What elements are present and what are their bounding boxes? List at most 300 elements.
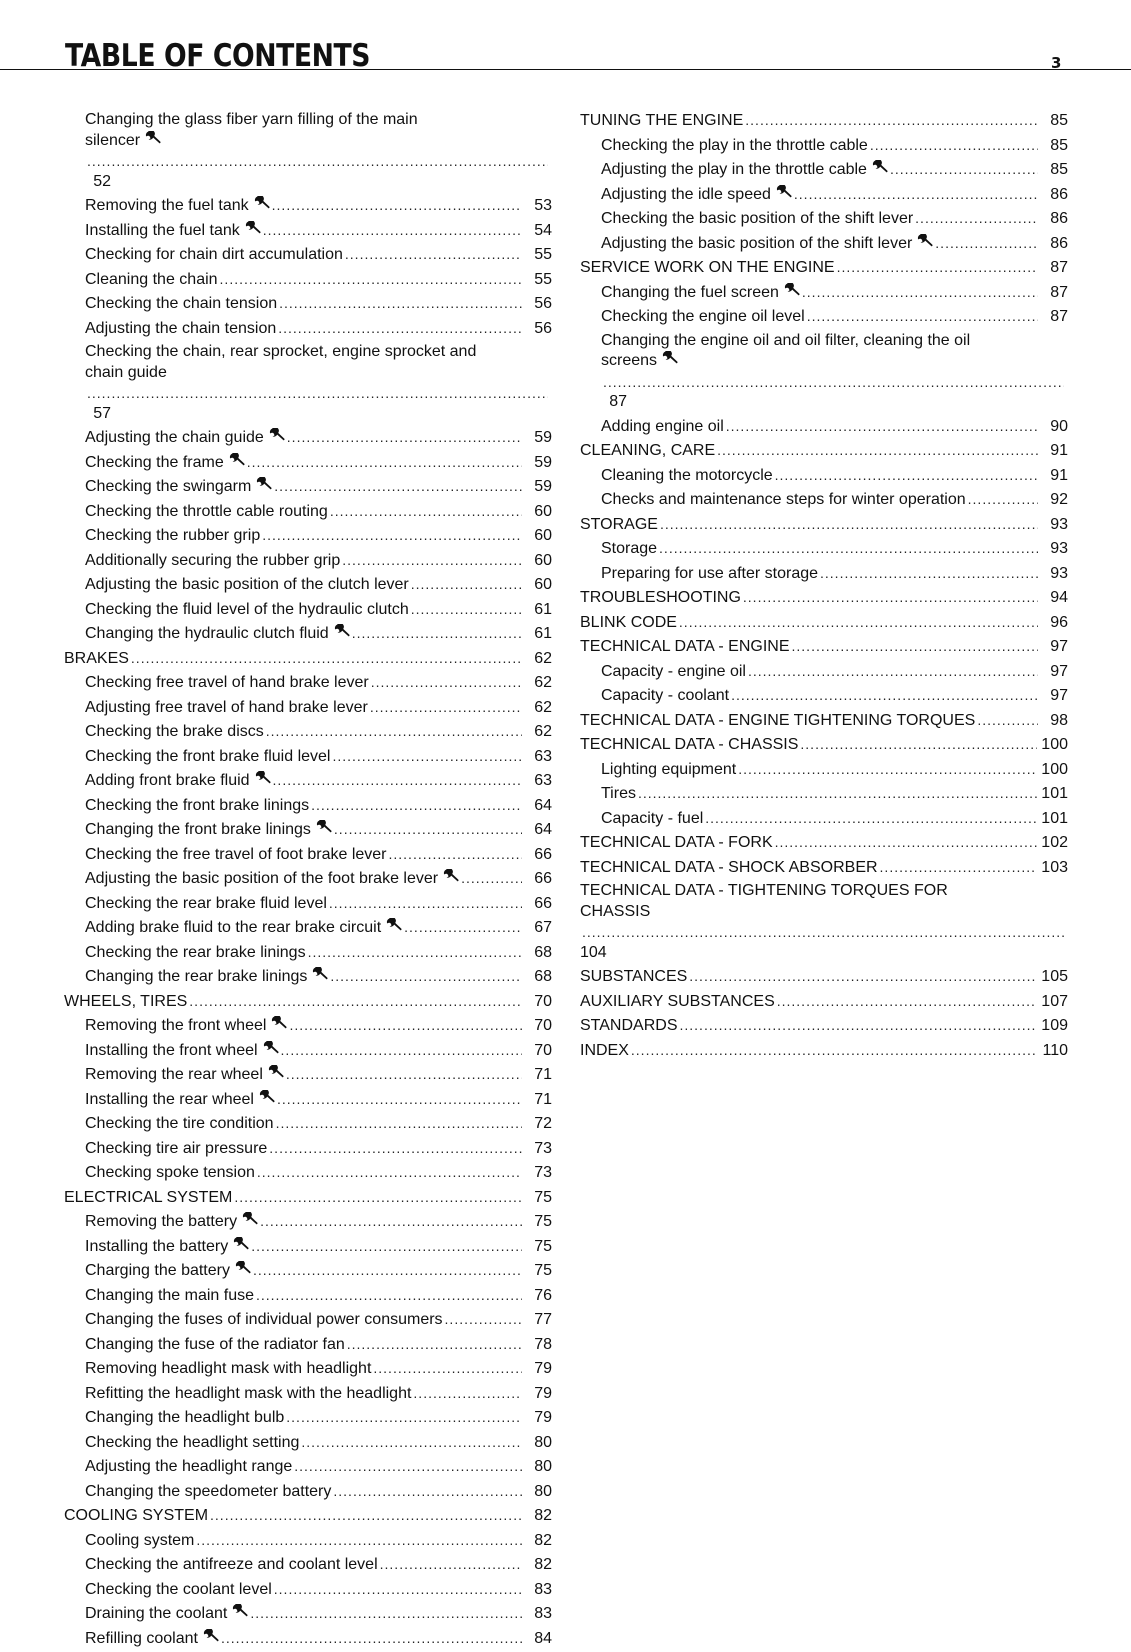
toc-entry[interactable]: [580, 331, 1068, 413]
dot-leader: [977, 710, 1038, 731]
toc-entry[interactable]: [580, 563, 1068, 585]
dot-leader: [220, 269, 522, 290]
toc-entry[interactable]: [64, 269, 552, 291]
toc-entry[interactable]: [580, 208, 1068, 230]
toc-entry[interactable]: [580, 135, 1068, 157]
toc-entry[interactable]: [580, 832, 1068, 854]
toc-entry-page-number: 72: [534, 1115, 552, 1132]
toc-entry[interactable]: [580, 783, 1068, 805]
toc-entry[interactable]: [64, 1285, 552, 1307]
toc-entry[interactable]: [64, 1040, 552, 1062]
dot-leader: [345, 244, 522, 265]
dot-leader: [352, 623, 522, 644]
toc-entry-label-line1: TECHNICAL DATA - TIGHTENING TORQUES FOR: [580, 882, 948, 899]
dot-leader: [411, 574, 522, 595]
toc-entry-page-number: 83: [534, 1605, 552, 1622]
toc-entry-page-number: 84: [534, 1629, 552, 1647]
dot-leader: [253, 1260, 522, 1281]
dot-leader: [445, 1309, 522, 1330]
toc-entry-page-number: 66: [534, 894, 552, 912]
wrench-icon: [145, 131, 161, 145]
toc-entry[interactable]: [64, 550, 552, 572]
dot-leader: [301, 1432, 522, 1453]
toc-entry-page-number: 97: [1050, 638, 1068, 655]
dot-leader: [272, 195, 522, 216]
toc-entry[interactable]: [64, 525, 552, 547]
toc-entry-label: Cleaning the chain: [85, 270, 218, 288]
dot-leader: [247, 452, 522, 473]
toc-entry[interactable]: [64, 244, 552, 266]
toc-entry-page-number: 64: [534, 821, 552, 838]
toc-entry-page-number: 80: [534, 1433, 552, 1451]
toc-entry-label: Adding brake fluid to the rear brake circuit: [85, 919, 382, 936]
toc-entry-page-number: 85: [1050, 112, 1068, 129]
toc-entry-page-number: 105: [1041, 968, 1068, 985]
toc-entry-page-number: 75: [534, 1213, 552, 1230]
dot-leader: [880, 857, 1038, 878]
toc-entry-label: TECHNICAL DATA - FORK: [580, 834, 773, 851]
wrench-icon: [203, 1629, 219, 1643]
toc-entry-page-number: 100: [1041, 736, 1068, 753]
toc-entry[interactable]: [64, 1456, 552, 1478]
toc-entry-label: Capacity - coolant: [601, 687, 730, 704]
toc-entry[interactable]: [64, 648, 552, 670]
toc-entry-page-number: 55: [534, 246, 552, 263]
toc-entry-label: COOLING SYSTEM: [64, 1507, 209, 1524]
wrench-icon: [662, 351, 678, 365]
toc-entry[interactable]: [64, 868, 552, 890]
page-title: TABLE OF CONTENTS: [65, 38, 371, 74]
dot-leader: [837, 257, 1038, 278]
toc-entry[interactable]: [64, 293, 552, 315]
toc-entry-label: TECHNICAL DATA - SHOCK ABSORBER: [580, 858, 878, 876]
toc-entry-label: Preparing for use after storage: [601, 564, 819, 582]
toc-entry-label: Checking the fluid level of the hydraulic clutch: [85, 600, 409, 618]
toc-entry-label: Additionally securing the rubber grip: [85, 551, 341, 569]
toc-entry[interactable]: [64, 1113, 552, 1135]
toc-entry[interactable]: [64, 893, 552, 915]
toc-entry-label: AUXILIARY SUBSTANCES: [580, 992, 775, 1010]
toc-entry-label: Refitting the headlight mask with the headlight: [85, 1384, 412, 1402]
toc-entry-page-number: 101: [1041, 785, 1068, 802]
dot-leader: [731, 685, 1038, 706]
toc-entry-label: Installing the rear wheel: [85, 1090, 254, 1108]
toc-entry-label: Adjusting the headlight range: [85, 1458, 293, 1475]
toc-entry-label: silencer: [85, 131, 141, 149]
toc-entry[interactable]: [64, 1628, 552, 1650]
toc-entry-label: Checking free travel of hand brake lever: [85, 674, 369, 691]
toc-entry[interactable]: [64, 917, 552, 939]
dot-leader: [277, 1089, 522, 1110]
toc-entry-page-number: 70: [534, 1041, 552, 1059]
dot-leader: [792, 636, 1038, 657]
toc-entry-page-number: 103: [1041, 858, 1068, 876]
toc-entry[interactable]: [580, 110, 1068, 132]
toc-entry-page-number: 93: [1050, 540, 1068, 557]
toc-entry[interactable]: [64, 1407, 552, 1429]
toc-entry-page-number: 76: [534, 1286, 552, 1304]
toc-entry[interactable]: [64, 318, 552, 340]
toc-entry[interactable]: [64, 819, 552, 841]
toc-entry-page-number: 85: [1050, 161, 1068, 178]
toc-entry[interactable]: [64, 991, 552, 1013]
toc-entry-page-number: 62: [534, 698, 552, 716]
toc-entry[interactable]: [580, 612, 1068, 634]
toc-entry[interactable]: [64, 795, 552, 817]
dot-leader: [274, 476, 522, 497]
dot-leader: [281, 1040, 522, 1061]
toc-entry-page-number: 71: [534, 1090, 552, 1108]
toc-entry-label: Changing the speedometer battery: [85, 1482, 332, 1500]
toc-entry[interactable]: [64, 1089, 552, 1111]
toc-entry[interactable]: [64, 599, 552, 621]
toc-entry-page-number: 68: [534, 968, 552, 985]
toc-entry-page-number: 82: [534, 1531, 552, 1549]
toc-entry-label: Tires: [601, 785, 636, 802]
dot-leader: [680, 1015, 1038, 1036]
toc-entry[interactable]: [580, 306, 1068, 328]
toc-entry-label: Checking the swingarm: [85, 478, 252, 495]
toc-entry-label: Checking the coolant level: [85, 1580, 272, 1598]
toc-entry[interactable]: [580, 1015, 1068, 1037]
dot-leader: [287, 427, 522, 448]
toc-entry[interactable]: [64, 966, 552, 988]
dot-leader: [935, 233, 1038, 254]
toc-entry-label: Refilling coolant: [85, 1629, 198, 1647]
toc-entry-label: Checking the rear brake fluid level: [85, 894, 327, 912]
toc-entry-page-number: 66: [534, 870, 552, 887]
toc-entry[interactable]: [580, 759, 1068, 781]
toc-entry-label: Checking the frame: [85, 453, 224, 471]
page-number: 3: [1051, 54, 1062, 72]
toc-entry[interactable]: [64, 672, 552, 694]
toc-entry-label: chain guide: [85, 363, 167, 381]
toc-entry[interactable]: [580, 636, 1068, 658]
toc-entry-label: Checking tire air pressure: [85, 1139, 268, 1157]
toc-entry[interactable]: [64, 574, 552, 596]
toc-entry-page-number: 100: [1041, 760, 1068, 778]
dot-leader: [659, 538, 1038, 559]
toc-entry[interactable]: [64, 110, 552, 192]
dot-leader: [330, 501, 522, 522]
dot-leader: [131, 648, 522, 669]
toc-entry-page-number: 104: [580, 943, 607, 961]
toc-entry-label: Removing the battery: [85, 1213, 238, 1230]
wrench-icon: [229, 453, 245, 467]
toc-entry-label-line1: Checking the chain, rear sprocket, engine sprocket and: [85, 343, 477, 360]
wrench-icon: [872, 160, 888, 174]
toc-entry[interactable]: [64, 1260, 552, 1282]
dot-leader: [329, 893, 522, 914]
toc-entry-page-number: 91: [1050, 466, 1068, 484]
dot-leader: [717, 440, 1038, 461]
toc-entry-label: Adding front brake fluid: [85, 772, 250, 789]
wrench-icon: [268, 1065, 284, 1079]
toc-entry[interactable]: [64, 1579, 552, 1601]
toc-entry-page-number: 59: [534, 429, 552, 446]
toc-entry-page-number: 60: [534, 502, 552, 520]
toc-entry-label: Adding engine oil: [601, 417, 724, 435]
toc-entry-page-number: 73: [534, 1139, 552, 1157]
toc-entry[interactable]: [64, 1383, 552, 1405]
toc-entry-label: Removing the fuel tank: [85, 197, 249, 214]
toc-entry-label: BRAKES: [64, 649, 129, 667]
toc-entry[interactable]: [580, 465, 1068, 487]
dot-leader: [279, 293, 522, 314]
dot-leader: [689, 966, 1037, 987]
dot-leader: [775, 832, 1038, 853]
toc-entry[interactable]: [580, 538, 1068, 560]
dot-leader: [266, 721, 522, 742]
toc-entry[interactable]: [64, 770, 552, 792]
toc-entry-label-line1: Changing the glass fiber yarn filling of the main: [85, 111, 418, 128]
toc-entry-label: Installing the front wheel: [85, 1041, 258, 1059]
toc-entry-label: Adjusting the idle speed: [601, 185, 771, 203]
toc-entry[interactable]: [64, 1530, 552, 1552]
toc-entry[interactable]: [64, 501, 552, 523]
dot-leader: [263, 220, 522, 241]
toc-entry[interactable]: [64, 452, 552, 474]
toc-entry[interactable]: [64, 721, 552, 743]
toc-entry-label: Adjusting the chain tension: [85, 319, 277, 337]
toc-entry[interactable]: [580, 184, 1068, 206]
toc-entry[interactable]: [580, 416, 1068, 438]
toc-entry[interactable]: [64, 1505, 552, 1527]
toc-entry-label: Changing the fuses of individual power consumers: [85, 1311, 443, 1328]
toc-left-column: [64, 110, 552, 1652]
toc-entry[interactable]: [64, 1187, 552, 1209]
toc-entry-label: Checking the front brake fluid level: [85, 747, 331, 765]
toc-entry-page-number: 60: [534, 527, 552, 544]
toc-entry-label: Lighting equipment: [601, 760, 737, 778]
dot-leader: [777, 991, 1038, 1012]
toc-entry-label: Changing the fuse of the radiator fan: [85, 1335, 345, 1353]
toc-entry-label: Changing the headlight bulb: [85, 1409, 285, 1426]
toc-entry-label: Checking the brake discs: [85, 723, 264, 740]
dot-leader: [251, 1236, 522, 1257]
wrench-icon: [312, 967, 328, 981]
toc-entry-label: Charging the battery: [85, 1262, 230, 1279]
toc-entry-label: SERVICE WORK ON THE ENGINE: [580, 259, 835, 276]
toc-entry-label: Checking the basic position of the shift lever: [601, 210, 914, 227]
toc-entry-label: CHASSIS: [580, 902, 651, 920]
dot-leader: [389, 844, 523, 865]
toc-entry[interactable]: [580, 966, 1068, 988]
toc-entry-label: Adjusting the play in the throttle cable: [601, 161, 867, 178]
dot-leader: [404, 917, 522, 938]
toc-entry-label: Checking spoke tension: [85, 1164, 255, 1181]
toc-entry-label: SUBSTANCES: [580, 968, 688, 985]
dot-leader: [373, 1358, 522, 1379]
dot-leader: [705, 808, 1037, 829]
toc-entry-label: Checking the chain tension: [85, 295, 278, 312]
toc-entry[interactable]: [580, 857, 1068, 879]
toc-entry[interactable]: [580, 440, 1068, 462]
dot-leader: [332, 746, 522, 767]
toc-entry[interactable]: [64, 1211, 552, 1233]
toc-entry[interactable]: [64, 427, 552, 449]
toc-entry-label: Capacity - fuel: [601, 809, 704, 827]
toc-entry-page-number: 64: [534, 796, 552, 814]
dot-leader: [968, 489, 1038, 510]
toc-entry[interactable]: [64, 1603, 552, 1625]
dot-leader: [915, 208, 1038, 229]
toc-entry[interactable]: [64, 1334, 552, 1356]
toc-entry[interactable]: [580, 489, 1068, 511]
toc-entry[interactable]: [580, 1040, 1068, 1062]
toc-entry-page-number: 63: [534, 772, 552, 789]
toc-entry-page-number: 87: [1050, 283, 1068, 301]
toc-entry-page-number: 52: [93, 172, 111, 190]
toc-entry[interactable]: [64, 1309, 552, 1331]
toc-entry-page-number: 87: [1050, 259, 1068, 276]
toc-entry-page-number: 79: [534, 1384, 552, 1402]
toc-entry[interactable]: [580, 587, 1068, 609]
toc-entry-page-number: 82: [534, 1556, 552, 1573]
toc-entry-label-line1: Changing the engine oil and oil filter, cleaning the oil: [601, 331, 971, 349]
toc-entry-label: STORAGE: [580, 515, 658, 533]
dot-leader: [286, 1407, 522, 1428]
toc-entry[interactable]: [64, 476, 552, 498]
toc-entry-page-number: 80: [534, 1482, 552, 1500]
toc-entry-label: Changing the front brake linings: [85, 821, 311, 838]
toc-entry-label: Checking the engine oil level: [601, 308, 805, 325]
toc-entry[interactable]: [580, 233, 1068, 255]
toc-entry-page-number: 82: [534, 1507, 552, 1524]
toc-entry-page-number: 75: [534, 1262, 552, 1279]
toc-entry[interactable]: [64, 1064, 552, 1086]
dot-leader: [890, 159, 1038, 180]
toc-entry-page-number: 75: [534, 1237, 552, 1255]
toc-entry[interactable]: [580, 514, 1068, 536]
toc-entry[interactable]: [64, 1432, 552, 1454]
dot-leader: [289, 1015, 522, 1036]
toc-entry-page-number: 94: [1050, 589, 1068, 606]
toc-entry[interactable]: [580, 685, 1068, 707]
wrench-icon: [232, 1604, 248, 1618]
toc-entry-label: Changing the hydraulic clutch fluid: [85, 625, 329, 642]
toc-entry[interactable]: [64, 746, 552, 768]
dot-leader: [603, 372, 1064, 393]
toc-entry-label: Cooling system: [85, 1531, 195, 1549]
dot-leader: [413, 1383, 522, 1404]
toc-entry[interactable]: [64, 1138, 552, 1160]
toc-entry-label: Adjusting the basic position of the clutch lever: [85, 576, 409, 593]
toc-entry[interactable]: [580, 661, 1068, 683]
toc-entry-label: CLEANING, CARE: [580, 442, 716, 459]
toc-entry-label: Checking the free travel of foot brake lever: [85, 845, 387, 863]
dot-leader: [189, 991, 522, 1012]
toc-entry-page-number: 56: [534, 295, 552, 312]
wrench-icon: [245, 221, 261, 235]
toc-entry[interactable]: [64, 342, 552, 424]
wrench-icon: [259, 1090, 275, 1104]
toc-entry[interactable]: [580, 734, 1068, 756]
toc-entry[interactable]: [580, 808, 1068, 830]
toc-entry[interactable]: [580, 710, 1068, 732]
toc-entry-page-number: 96: [1050, 613, 1068, 631]
toc-entry-label: Adjusting free travel of hand brake lever: [85, 698, 368, 716]
dot-leader: [775, 465, 1038, 486]
wrench-icon: [263, 1041, 279, 1055]
toc-entry-label: Checks and maintenance steps for winter operation: [601, 491, 966, 508]
toc-entry[interactable]: [64, 623, 552, 645]
toc-entry[interactable]: [64, 195, 552, 217]
toc-entry-label: Storage: [601, 540, 658, 557]
toc-entry-page-number: 97: [1050, 662, 1068, 680]
dot-leader: [260, 1211, 522, 1232]
toc-entry[interactable]: [64, 220, 552, 242]
toc-entry[interactable]: [580, 991, 1068, 1013]
toc-entry[interactable]: [580, 881, 1068, 963]
toc-entry-page-number: 62: [534, 649, 552, 667]
dot-leader: [87, 151, 548, 172]
toc-entry-page-number: 61: [534, 600, 552, 618]
toc-entry-label: Changing the rear brake linings: [85, 968, 308, 985]
toc-entry[interactable]: [64, 942, 552, 964]
toc-entry-label: Checking the rubber grip: [85, 527, 261, 544]
wrench-icon: [784, 283, 800, 297]
dot-leader: [582, 922, 1064, 943]
dot-leader: [334, 819, 522, 840]
dot-leader: [87, 383, 548, 404]
dot-leader: [308, 942, 522, 963]
toc-entry[interactable]: [64, 1236, 552, 1258]
dot-leader: [631, 1040, 1038, 1061]
toc-entry-label: Draining the coolant: [85, 1605, 228, 1622]
toc-entry-page-number: 62: [534, 674, 552, 691]
dot-leader: [196, 1530, 522, 1551]
toc-entry-page-number: 91: [1050, 442, 1068, 459]
toc-entry-label: STANDARDS: [580, 1017, 678, 1034]
toc-entry-page-number: 54: [534, 221, 552, 239]
toc-entry[interactable]: [64, 697, 552, 719]
dot-leader: [743, 587, 1038, 608]
toc-entry-page-number: 87: [1050, 308, 1068, 325]
dot-leader: [210, 1505, 522, 1526]
toc-entry-page-number: 102: [1041, 834, 1068, 851]
toc-entry-page-number: 60: [534, 551, 552, 569]
toc-entry-label: ELECTRICAL SYSTEM: [64, 1188, 233, 1206]
dot-leader: [333, 1481, 522, 1502]
toc-entry-page-number: 80: [534, 1458, 552, 1475]
toc-entry-page-number: 87: [609, 393, 627, 410]
toc-entry[interactable]: [64, 844, 552, 866]
toc-entry-page-number: 110: [1042, 1041, 1068, 1059]
toc-entry[interactable]: [580, 159, 1068, 181]
toc-entry-label: INDEX: [580, 1041, 629, 1059]
dot-leader: [411, 599, 522, 620]
toc-entry[interactable]: [64, 1358, 552, 1380]
wrench-icon: [386, 918, 402, 932]
toc-entry-page-number: 70: [534, 1017, 552, 1034]
dot-leader: [347, 1334, 522, 1355]
toc-entry[interactable]: [580, 257, 1068, 279]
wrench-icon: [235, 1261, 251, 1275]
dot-leader: [660, 514, 1038, 535]
toc-entry-page-number: 61: [534, 625, 552, 642]
toc-entry[interactable]: [64, 1554, 552, 1576]
toc-entry[interactable]: [64, 1015, 552, 1037]
toc-entry-label: Checking the headlight setting: [85, 1433, 300, 1451]
toc-entry[interactable]: [64, 1162, 552, 1184]
dot-leader: [461, 868, 522, 889]
toc-entry-page-number: 59: [534, 478, 552, 495]
toc-entry[interactable]: [580, 282, 1068, 304]
toc-entry-page-number: 59: [534, 453, 552, 471]
toc-entry[interactable]: [64, 1481, 552, 1503]
dot-leader: [311, 795, 522, 816]
